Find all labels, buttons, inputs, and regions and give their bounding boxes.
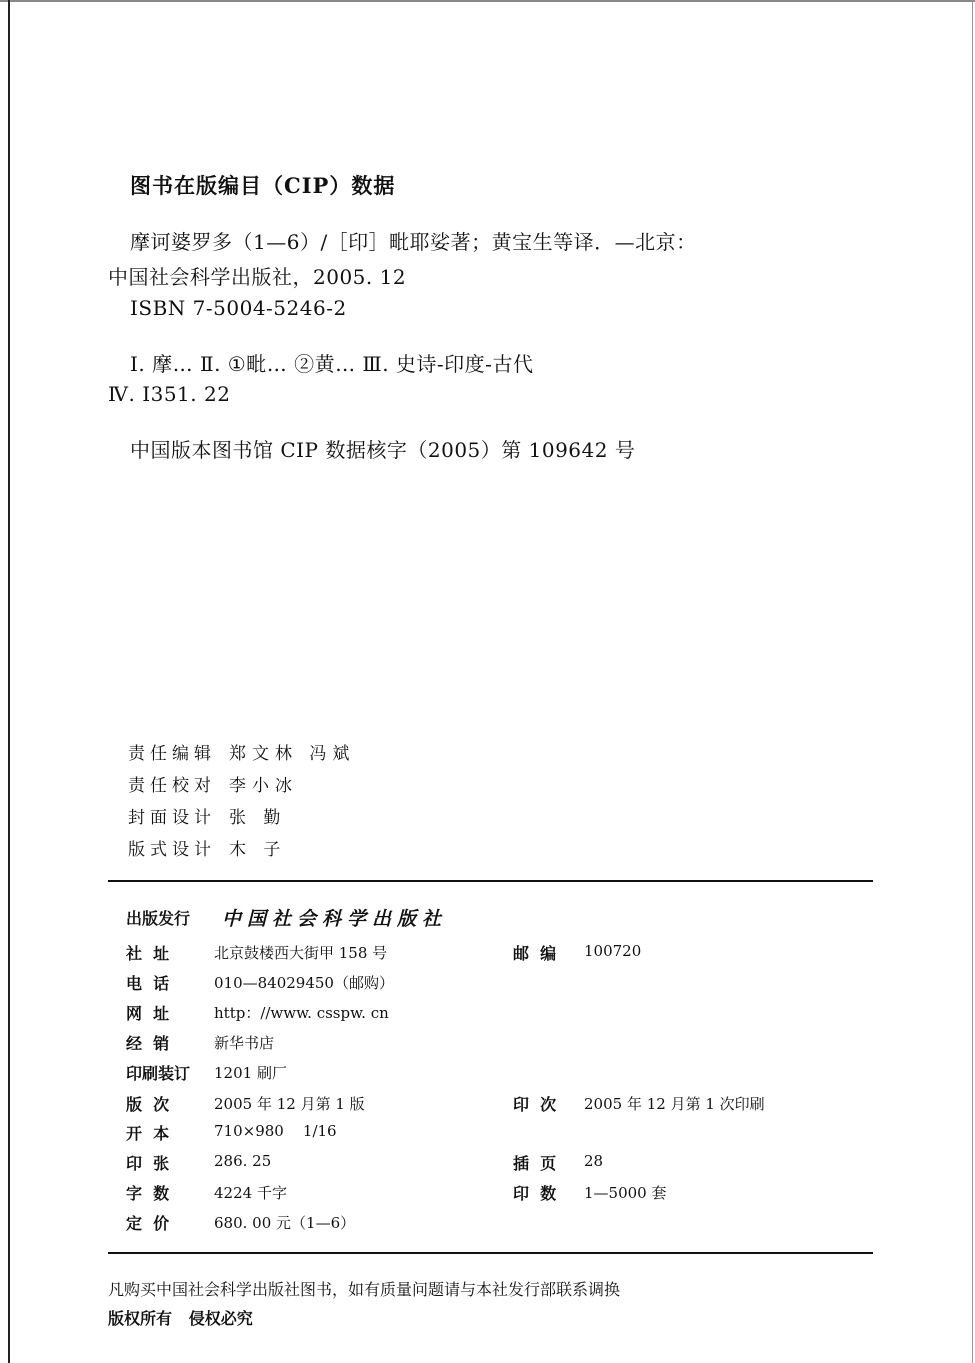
cip-isbn: ISBN 7-5004-5246-2 xyxy=(130,296,347,320)
copies-value: 1—5000 套 xyxy=(584,1184,667,1202)
cip-class-number: Ⅳ. I351. 22 xyxy=(108,382,231,406)
phone-label: 电 话 xyxy=(126,974,170,993)
divider-bottom xyxy=(108,1252,873,1254)
format-value: 710×980 1/16 xyxy=(214,1122,337,1140)
price-value: 680. 00 元（1—6） xyxy=(214,1214,356,1232)
edition-label: 版 次 xyxy=(126,1095,170,1114)
phone-value: 010—84029450（邮购） xyxy=(214,974,394,992)
divider-top xyxy=(108,880,873,882)
dealer-label: 经 销 xyxy=(126,1034,170,1053)
impression-value: 2005 年 12 月第 1 次印刷 xyxy=(584,1095,765,1113)
credit-layout-label: 版式设计 xyxy=(128,840,216,860)
format-label: 开 本 xyxy=(126,1124,170,1143)
price-label: 定 价 xyxy=(126,1214,170,1233)
page-top-edge xyxy=(0,0,975,2)
cip-record-number: 中国版本图书馆 CIP 数据核字（2005）第 109642 号 xyxy=(130,438,636,462)
credit-layout-value: 木 子 xyxy=(229,840,287,860)
dealer-value: 新华书店 xyxy=(214,1034,275,1052)
credit-cover-label: 封面设计 xyxy=(128,808,216,828)
credit-proofreader-value: 李小冰 xyxy=(229,776,298,796)
website-label: 网 址 xyxy=(126,1004,170,1023)
sheets-value: 286. 25 xyxy=(214,1152,272,1170)
sheets-label: 印 张 xyxy=(126,1154,170,1173)
page-left-edge xyxy=(8,0,10,1363)
words-value: 4224 千字 xyxy=(214,1184,287,1202)
website-value: http：//www. csspw. cn xyxy=(214,1004,389,1022)
copies-label: 印 数 xyxy=(513,1184,557,1203)
rights-notice: 版权所有 侵权必究 xyxy=(108,1309,253,1328)
edition-value: 2005 年 12 月第 1 版 xyxy=(214,1095,365,1113)
quality-notice: 凡购买中国社会科学出版社图书，如有质量问题请与本社发行部联系调换 xyxy=(108,1280,621,1299)
cip-publisher-line: 中国社会科学出版社，2005. 12 xyxy=(108,265,407,289)
address-label: 社 址 xyxy=(126,944,170,963)
printer-label: 印刷装订 xyxy=(126,1064,191,1083)
impression-label: 印 次 xyxy=(513,1095,557,1114)
credit-editor-label: 责任编辑 xyxy=(128,744,216,764)
cip-book-title: 摩诃婆罗多（1—6）/［印］毗耶娑著；黄宝生等译．—北京： xyxy=(130,230,697,254)
credit-cover-value: 张 勤 xyxy=(229,808,287,828)
page-right-edge xyxy=(972,0,973,1363)
postcode-label: 邮 编 xyxy=(513,944,557,963)
printer-value: 1201 刷厂 xyxy=(214,1064,287,1082)
address-value: 北京鼓楼西大街甲 158 号 xyxy=(214,944,388,962)
cip-classification: Ⅰ. 摩… Ⅱ. ①毗… ②黄… Ⅲ. 史诗-印度-古代 xyxy=(130,352,534,376)
plates-value: 28 xyxy=(584,1152,604,1170)
publisher-name: 中国社会科学出版社 xyxy=(222,908,448,930)
publisher-label: 出版发行 xyxy=(126,909,191,928)
plates-label: 插 页 xyxy=(513,1154,557,1173)
credit-editor-value: 郑文林 冯斌 xyxy=(229,744,356,764)
postcode-value: 100720 xyxy=(584,942,642,960)
words-label: 字 数 xyxy=(126,1184,170,1203)
cip-title: 图书在版编目（CIP）数据 xyxy=(130,173,396,198)
credit-proofreader-label: 责任校对 xyxy=(128,776,216,796)
